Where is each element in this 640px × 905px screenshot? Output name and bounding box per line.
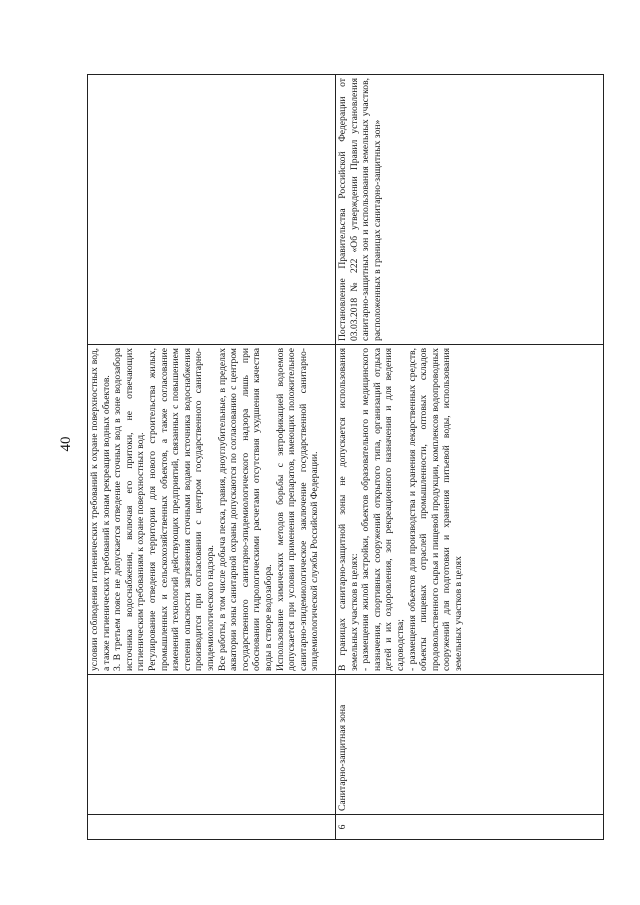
restriction-paragraph: Использование химических методов борьбы с эвтрофикацией водоемов допускается при условии применения препаратов, имеющих положительное санитарно-эпидемиологическое заключение государственной санитарно-эпидемиологической службы Российской Федерации.: [274, 348, 321, 671]
row-number-cell: [88, 815, 336, 840]
rotated-page-content: [87, 75, 604, 840]
zone-name-cell: Санитарно-защитная зона: [336, 675, 604, 815]
page-number: 40: [58, 436, 74, 452]
legal-document-cell: [88, 75, 336, 345]
restriction-paragraph: условии соблюдения гигиенических требований к охране поверхностных вод, а также гигиенических требований к зонам рекреации водных объектов.: [89, 348, 112, 671]
restriction-paragraph: Регулирование отведения территории для нового строительства жилых, промышленных и сельскохозяйственных объектов, а также согласование изменений технологий действующих предприятий, связанных с повышением степени опасности загрязнения сточными водами источника водоснабжения производится при согласовании с центром государственного санитарно-эпидемиологического надзора.: [146, 348, 216, 671]
restriction-paragraph: В границах санитарно-защитной зоны не допускается использования земельных участков в целях:: [337, 348, 360, 671]
restriction-paragraph: 3. В третьем поясе не допускается отведение сточных вод в зоне водозабора источника водоснабжения, включая его притоки, не отвечающих гигиеническим требованиям к охране поверхностных вод.: [112, 348, 147, 671]
restriction-paragraph: Все работы, в том числе добыча песка, гравия, дноуглубительные, в пределах акватории зоны санитарной охраны допускаются по согласованию с центром государственного санитарно-эпидемиологического надзора лишь при обосновании гидрологическими расчетами отсутствия ухудшения качества воды в створе водозабора.: [216, 348, 274, 671]
restriction-paragraph: - размещения объектов для производства и хранения лекарственных средств, объекты пищевых отраслей промышленности, оптовых складов продовольственного сырья и пищевой продукции, комплексов водопроводных сооружений для подготовки и хранения питьевой воды, использования земельных участков в целях: [406, 348, 464, 671]
legal-document-cell: Постановление Правительства Российской Федерации от 03.03.2018 № 222 «Об утверждении Правил установления санитарно-защитных зон и использования земельных участков, расположенных в границах санитарно-защитных зон»: [336, 75, 604, 345]
restriction-paragraph: - размещения жилой застройки, объектов образовательного и медицинского назначения, спортивных сооружений открытого типа, организаций отдыха детей и их оздоровления, зон рекреационного назначения и для ведения садоводства;: [360, 348, 406, 671]
restrictions-cell: [88, 345, 336, 675]
table-row: [336, 75, 604, 840]
row-number-cell: 6: [336, 815, 604, 840]
table-row: [88, 75, 336, 840]
zone-name-cell: [88, 675, 336, 815]
zones-table: [87, 74, 604, 840]
restrictions-cell: [336, 345, 604, 675]
